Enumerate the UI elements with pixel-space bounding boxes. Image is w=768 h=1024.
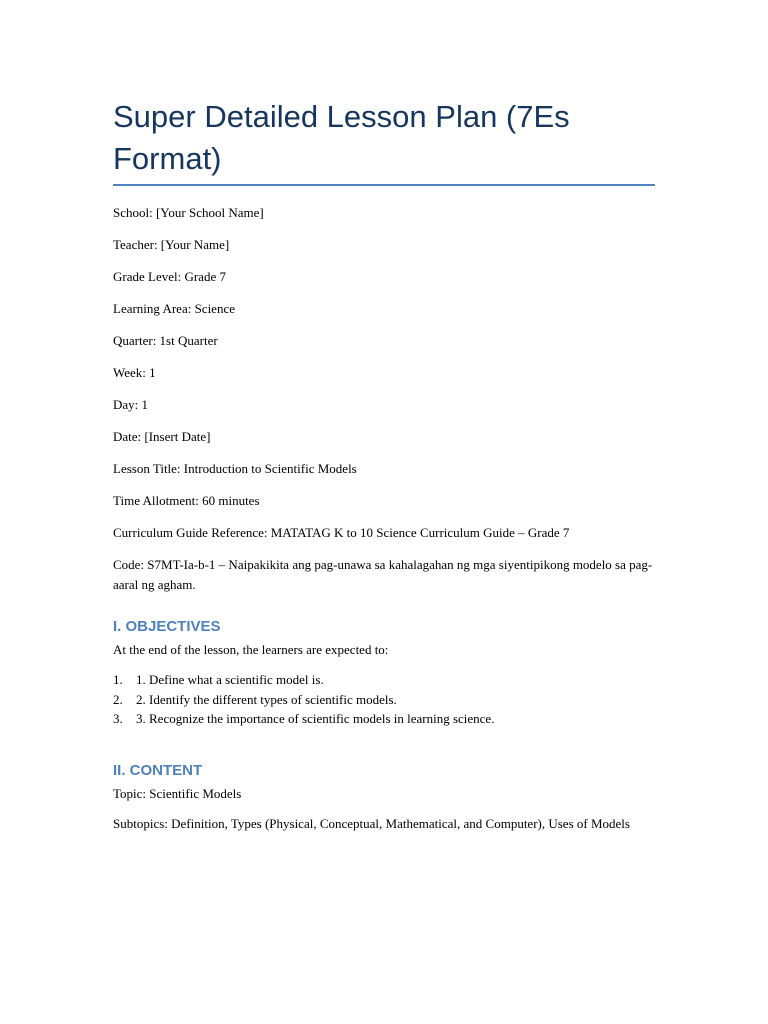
teacher-line: Teacher: [Your Name]	[113, 237, 230, 252]
grade-level-line: Grade Level: Grade 7	[113, 269, 226, 284]
list-number: 3.	[113, 711, 123, 726]
week-line: Week: 1	[113, 365, 156, 380]
document-title: Super Detailed Lesson Plan (7Es Format)	[113, 99, 570, 176]
objectives-section	[113, 617, 655, 729]
lesson-title-line: Lesson Title: Introduction to Scientific Models	[113, 461, 357, 476]
quarter-line: Quarter: 1st Quarter	[113, 333, 218, 348]
learning-area-line: Learning Area: Science	[113, 301, 235, 316]
day-line: Day: 1	[113, 397, 149, 412]
list-item	[113, 690, 655, 710]
code-line: Code: S7MT-Ia-b-1 – Naipakikita ang pag-unawa sa kahalagahan ng mga siyentipikong modelo sa pag-aaral ng agham.	[113, 557, 653, 592]
school-line: School: [Your School Name]	[113, 205, 264, 220]
lesson-info	[113, 203, 655, 595]
list-item	[113, 670, 655, 690]
list-item	[113, 709, 655, 729]
curriculum-guide-line: Curriculum Guide Reference: MATATAG K to 10 Science Curriculum Guide – Grade 7	[113, 525, 570, 540]
content-heading: II. CONTENT	[113, 761, 203, 779]
title-underline	[113, 184, 655, 186]
objectives-heading: I. OBJECTIVES	[113, 618, 221, 635]
list-text: 3. Recognize the importance of scientific models in learning science.	[136, 711, 495, 726]
content-section	[113, 761, 655, 834]
objectives-list	[113, 670, 655, 729]
list-number: 1.	[113, 672, 123, 687]
list-text: 1. Define what a scientific model is.	[136, 672, 324, 687]
list-number: 2.	[113, 691, 123, 707]
objectives-intro: At the end of the lesson, the learners are expected to:	[113, 642, 389, 657]
time-allotment-line: Time Allotment: 60 minutes	[113, 493, 260, 508]
subtopics-line: Subtopics: Definition, Types (Physical, Conceptual, Mathematical, and Computer), Uses of Models	[113, 815, 630, 831]
date-line: Date: [Insert Date]	[113, 429, 211, 444]
list-text: 2. Identify the different types of scientific models.	[136, 691, 397, 707]
topic-line: Topic: Scientific Models	[113, 785, 242, 801]
